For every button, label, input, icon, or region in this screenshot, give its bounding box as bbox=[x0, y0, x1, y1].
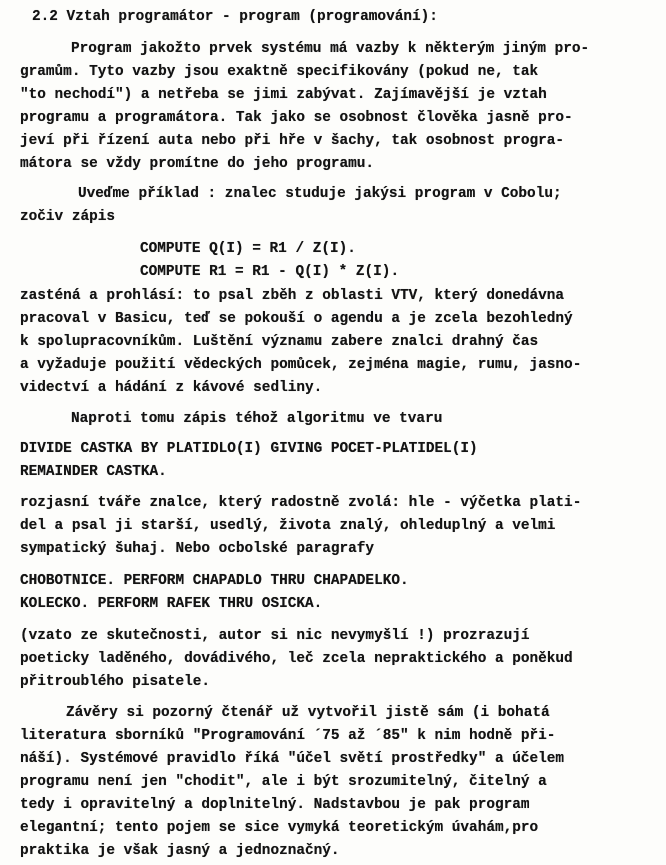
text-line: jeví při řízení auta nebo při hře v šachy, tak osobnost progra- bbox=[20, 133, 565, 149]
text-line: poeticky laděného, dovádivého, leč zcela nepraktického a poněkud bbox=[20, 651, 573, 667]
code-line: CHOBOTNICE. PERFORM CHAPADLO THRU CHAPADELKO. bbox=[20, 573, 409, 589]
text-line: (vzato ze skutečnosti, autor si nic nevymyšlí !) prozrazují bbox=[20, 628, 530, 644]
text-line: zasténá a prohlásí: to psal zběh z oblasti VTV, který donedávna bbox=[20, 288, 565, 304]
text-line: videctví a hádání z kávové sedliny. bbox=[20, 380, 323, 396]
text-line: gramům. Tyto vazby jsou exaktně specifikovány (pokud ne, tak bbox=[20, 64, 539, 80]
code-line: COMPUTE R1 = R1 - Q(I) * Z(I). bbox=[140, 264, 400, 280]
text-line: k spolupracovníkům. Luštění významu zabere znalci drahný čas bbox=[20, 334, 539, 350]
text-line: pracoval v Basicu, teď se pokouší o agendu a je zcela bezohledný bbox=[20, 311, 573, 327]
text-line: del a psal ji starší, usedlý, života znalý, ohleduplný a velmi bbox=[20, 518, 556, 534]
code-line: KOLECKO. PERFORM RAFEK THRU OSICKA. bbox=[20, 596, 323, 612]
text-line: praktika je však jasný a jednoznačný. bbox=[20, 843, 340, 859]
text-line: přitroublého pisatele. bbox=[20, 674, 210, 690]
text-line: programu není jen "chodit", ale i být srozumitelný, čitelný a bbox=[20, 774, 547, 790]
text-line: Závěry si pozorný čtenář už vytvořil jistě sám (i bohatá bbox=[66, 705, 550, 721]
text-line: mátora se vždy promítne do jeho programu. bbox=[20, 156, 375, 172]
text-line: zočiv zápis bbox=[20, 209, 115, 225]
text-line: Uveďme příklad : znalec studuje jakýsi program v Cobolu; bbox=[78, 186, 562, 202]
code-line: REMAINDER CASTKA. bbox=[20, 464, 167, 480]
text-line: Naproti tomu zápis téhož algoritmu ve tvaru bbox=[71, 411, 443, 427]
text-line: elegantní; tento pojem se sice vymyká teoretickým úvahám,pro bbox=[20, 820, 539, 836]
code-line: COMPUTE Q(I) = R1 / Z(I). bbox=[140, 241, 356, 257]
text-line: "to nechodí") a netřeba se jimi zabývat. Zajímavější je vztah bbox=[20, 87, 547, 103]
section-heading: 2.2 Vztah programátor - program (programování): bbox=[32, 9, 438, 25]
text-line: sympatický šuhaj. Nebo ocbolské paragrafy bbox=[20, 541, 375, 557]
text-line: a vyžaduje použití vědeckých pomůcek, zejména magie, rumu, jasno- bbox=[20, 357, 582, 373]
code-line: DIVIDE CASTKA BY PLATIDLO(I) GIVING POCET-PLATIDEL(I) bbox=[20, 441, 478, 457]
text-line: programu a programátora. Tak jako se osobnost člověka jasně pro- bbox=[20, 110, 573, 126]
text-line: literatura sborníků "Programování ´75 až ´85" k nim hodně při- bbox=[20, 728, 556, 744]
text-line: tedy i opravitelný a doplnitelný. Nadstavbou je pak program bbox=[20, 797, 530, 813]
text-line: Program jakožto prvek systému má vazby k některým jiným pro- bbox=[71, 41, 590, 57]
text-line: náší). Systémové pravidlo říká "účel světí prostředky" a účelem bbox=[20, 751, 565, 767]
text-line: rozjasní tváře znalce, který radostně zvolá: hle - výčetka plati- bbox=[20, 495, 582, 511]
